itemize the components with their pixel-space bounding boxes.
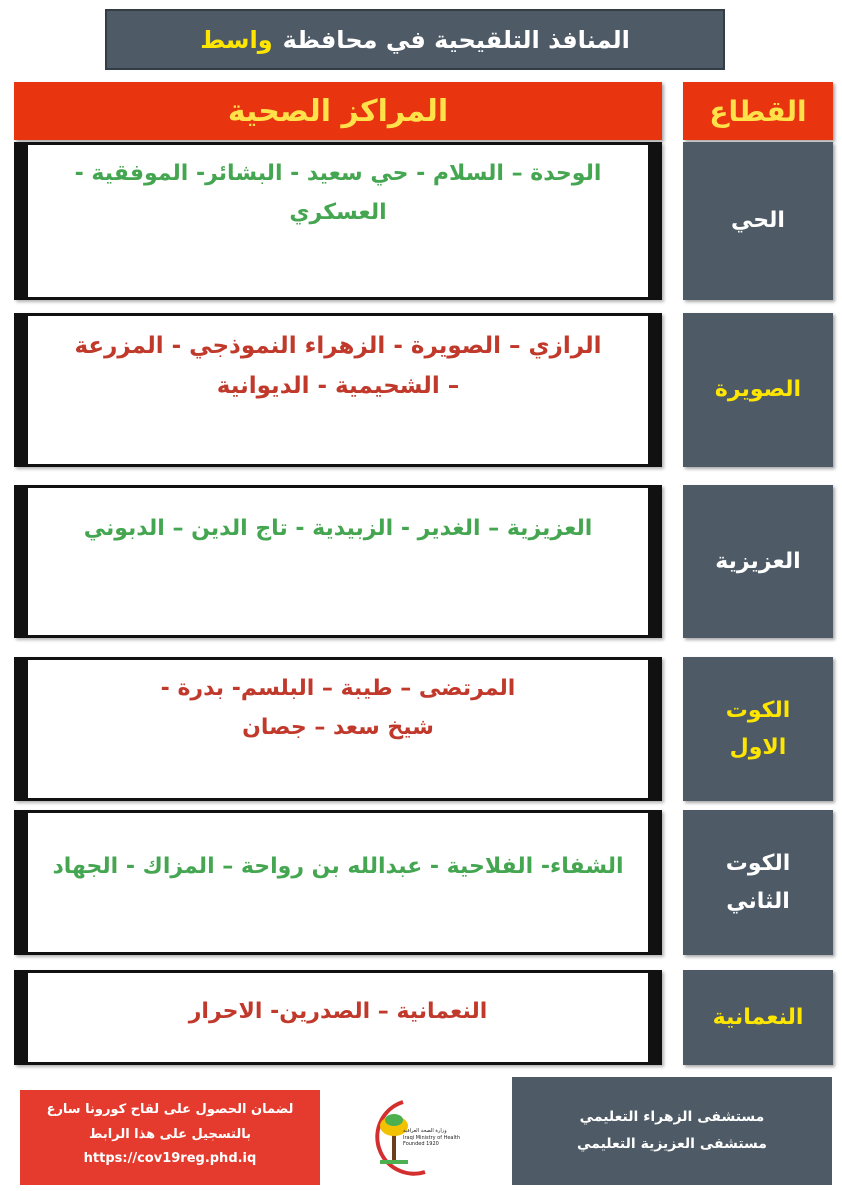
sector-cell	[683, 485, 833, 638]
sector-header: القطاع	[683, 82, 833, 140]
centers-line: العزيزية – الغدير - الزبيدية - تاج الدين – الدبوني	[83, 516, 593, 541]
hospital-name: مستشفى الزهراء التعليمي	[579, 1109, 765, 1126]
centers-line: الشفاء- الفلاحية - عبدالله بن رواحة – المزاك - الجهاد	[52, 854, 624, 879]
sector-label-line: الكوت	[725, 851, 791, 877]
registration-text: لضمان الحصول على لقاح كورونا سارع	[46, 1102, 294, 1117]
centers-box	[14, 657, 662, 801]
sector-label-line: الكوت	[725, 697, 791, 723]
centers-header: المراكز الصحية	[14, 82, 662, 140]
centers-line: النعمانية – الصدرين- الاحرار	[188, 999, 488, 1024]
centers-line: العسكري	[289, 199, 387, 225]
hospitals-box	[512, 1077, 832, 1185]
logo-text	[403, 1128, 460, 1148]
registration-link[interactable]: https://cov19reg.phd.iq	[83, 1151, 257, 1167]
registration-text: بالتسجيل على هذا الرابط	[88, 1126, 252, 1142]
centers-box	[14, 970, 662, 1065]
sector-label: النعمانية	[712, 1004, 804, 1030]
centers-line: – الشحيمية - الديوانية	[216, 373, 460, 400]
centers-line: شيخ سعد – جصان	[242, 714, 434, 740]
page-title	[105, 9, 725, 70]
sector-label-line: الاول	[729, 735, 787, 760]
sector-label: العزيزية	[715, 548, 801, 574]
hospital-name: مستشفى العزيزية التعليمي	[577, 1136, 767, 1152]
centers-line: الوحدة – السلام - حي سعيد - البشائر- الموفقية -	[74, 161, 602, 186]
logo-text-ar: وزارة الصحة العراقية	[403, 1128, 447, 1134]
centers-box	[14, 313, 662, 467]
sector-cell	[683, 313, 833, 467]
centers-box	[14, 810, 662, 955]
centers-line: المرتضى – طيبة – البلسم- بدرة -	[160, 676, 516, 701]
sector-label: الحي	[731, 208, 785, 234]
sector-label: الصويرة	[714, 377, 802, 403]
centers-line: الرازي – الصويرة - الزهراء النموذجي - المزرعة	[74, 333, 602, 359]
sector-cell	[683, 970, 833, 1065]
logo-text-en: Iraqi Ministry of Health	[403, 1134, 461, 1141]
sector-label-line: الثاني	[726, 888, 790, 914]
sector-cell	[683, 657, 833, 801]
logo-text-year: Founded 1920	[403, 1141, 439, 1147]
registration-banner	[20, 1090, 320, 1185]
sector-cell	[683, 142, 833, 300]
centers-box	[14, 485, 662, 638]
title-location: واسط	[200, 25, 273, 54]
centers-box	[14, 142, 662, 300]
sector-cell	[683, 810, 833, 955]
ministry-logo	[365, 1090, 475, 1180]
title-main: المنافذ التلقيحية في محافظة	[282, 25, 630, 54]
